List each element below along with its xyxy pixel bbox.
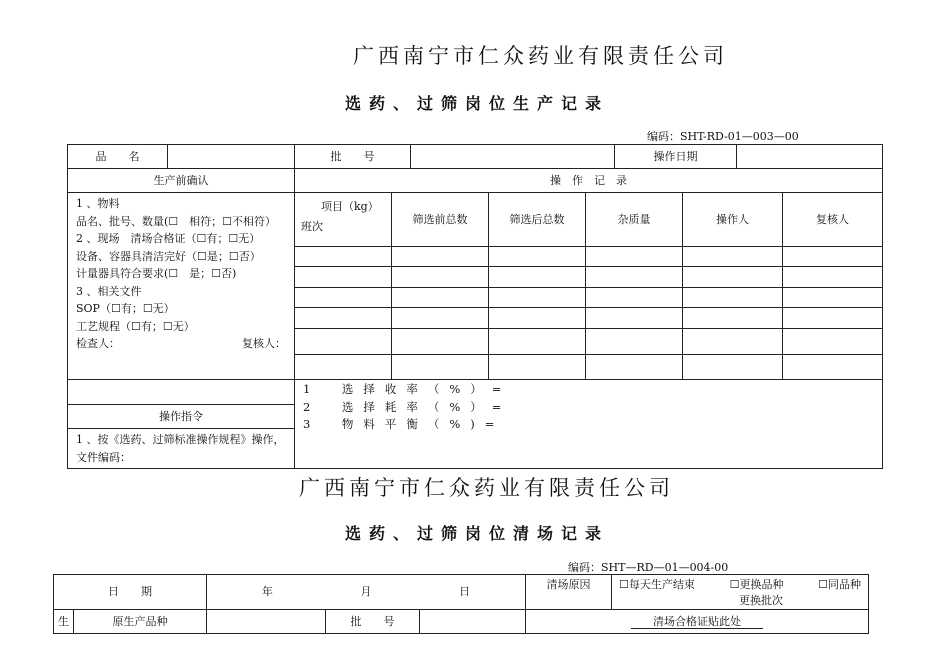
checklist-item: 计量器具符合要求(☐ 是；☐否) <box>76 267 237 280</box>
table-cell[interactable] <box>489 247 586 267</box>
material-balance: 3 物料平衡（%)= <box>303 417 505 431</box>
operation-record-label: 操 作 记 录 <box>295 169 883 193</box>
day-label: 日 <box>459 585 471 598</box>
col-header-before-total: 筛选前总数 <box>392 193 489 247</box>
table-cell[interactable] <box>683 308 783 329</box>
signature-row <box>76 335 286 353</box>
table-cell[interactable] <box>392 288 489 308</box>
year-label: 年 <box>261 585 273 598</box>
table-cell[interactable] <box>489 355 586 380</box>
option-change-batch: 更换批次 <box>739 594 784 607</box>
row-label-sheng: 生 <box>54 610 74 634</box>
checklist-item: 品名、批号、数量(☐ 相符；☐不相符） <box>76 214 277 228</box>
cleaning-table <box>53 574 869 634</box>
table-cell[interactable] <box>683 288 783 308</box>
table-cell[interactable] <box>683 267 783 288</box>
batch-number-field-2[interactable] <box>420 610 526 634</box>
table-cell[interactable] <box>392 329 489 355</box>
yield-rate: 1 选择收率（%）= <box>303 382 512 396</box>
document-code-2: 编码：SHT—RD—01—004-00 <box>568 561 729 574</box>
table-cell[interactable] <box>295 247 392 267</box>
header-table <box>67 144 883 193</box>
loss-rate: 2 选择耗率（%）= <box>303 399 512 414</box>
checker-label: 检查人： <box>76 337 120 350</box>
date-label: 日 期 <box>54 575 207 610</box>
operation-date-field[interactable] <box>737 145 883 169</box>
table-cell[interactable] <box>295 308 392 329</box>
table-cell[interactable] <box>783 267 883 288</box>
reviewer-label: 复核人： <box>242 337 286 350</box>
table-cell[interactable] <box>783 355 883 380</box>
checklist-item: 3 、相关文件 <box>76 284 142 298</box>
table-cell[interactable] <box>586 308 683 329</box>
table-cell[interactable] <box>295 329 392 355</box>
document-title-2: 选药、过筛岗位清场记录 <box>345 524 610 543</box>
checklist-item: SOP（☐有；☐无） <box>76 302 175 315</box>
col-header-operator: 操作人 <box>683 193 783 247</box>
batch-number-field[interactable] <box>411 145 615 169</box>
table-cell[interactable] <box>489 308 586 329</box>
company-name: 广西南宁市仁众药业有限责任公司 <box>353 44 728 68</box>
table-cell[interactable] <box>783 329 883 355</box>
table-cell[interactable] <box>783 288 883 308</box>
product-name-label: 品 名 <box>68 145 168 169</box>
table-cell[interactable] <box>295 355 392 380</box>
operation-instruction-label: 操作指令 <box>68 405 295 429</box>
table-cell[interactable] <box>586 267 683 288</box>
batch-shift-label: 班次 <box>301 220 323 233</box>
document-title: 选药、过筛岗位生产记录 <box>345 94 610 113</box>
document-code: 编码：SHT-RD-01—003—00 <box>647 130 799 143</box>
table-cell[interactable] <box>392 355 489 380</box>
option-end-of-day[interactable]: ☐每天生产结束 <box>619 578 695 591</box>
main-table <box>67 192 883 469</box>
month-label: 月 <box>360 585 372 598</box>
table-cell[interactable] <box>586 355 683 380</box>
operation-instruction-text: 1 、按《选药、过筛标准操作规程》操作，文件编码： <box>68 429 295 469</box>
batch-number-label-2: 批 号 <box>326 610 420 634</box>
checklist-item: 1 、物料 <box>76 197 120 210</box>
table-cell[interactable] <box>586 288 683 308</box>
calculation-block <box>295 380 883 469</box>
table-cell[interactable] <box>392 267 489 288</box>
previous-product-field[interactable] <box>207 610 326 634</box>
table-cell[interactable] <box>489 329 586 355</box>
table-cell[interactable] <box>783 308 883 329</box>
table-cell[interactable] <box>783 247 883 267</box>
col-header-impurity: 杂质量 <box>586 193 683 247</box>
pre-production-checklist <box>68 193 295 380</box>
table-cell[interactable] <box>489 288 586 308</box>
option-change-product[interactable]: ☐更换品种 <box>729 578 784 591</box>
table-cell[interactable] <box>683 329 783 355</box>
checklist-item: 工艺规程（☐有；☐无） <box>76 319 195 333</box>
col-header-reviewer: 复核人 <box>783 193 883 247</box>
checklist-item: 设备、容器具清洁完好（☐是；☐否） <box>76 249 261 263</box>
item-kg-label: 项目（kg） <box>321 200 379 213</box>
table-cell[interactable] <box>586 247 683 267</box>
operation-date-label: 操作日期 <box>615 145 737 169</box>
table-cell[interactable] <box>295 288 392 308</box>
option-same-product[interactable]: ☐同品种 <box>818 578 862 591</box>
item-batch-header <box>295 193 392 247</box>
table-cell[interactable] <box>489 267 586 288</box>
pre-production-label: 生产前确认 <box>68 169 295 193</box>
date-field[interactable] <box>207 575 526 610</box>
col-header-after-total: 筛选后总数 <box>489 193 586 247</box>
cleaning-reason-options <box>612 575 869 610</box>
previous-product-label: 原生产品种 <box>74 610 207 634</box>
table-cell[interactable] <box>683 247 783 267</box>
table-cell[interactable] <box>683 355 783 380</box>
checklist-item: 2 、现场 清场合格证（☐有；☐无） <box>76 232 261 245</box>
table-cell[interactable] <box>586 329 683 355</box>
product-name-field[interactable] <box>168 145 295 169</box>
table-cell[interactable] <box>392 247 489 267</box>
left-spacer <box>68 380 295 405</box>
table-cell[interactable] <box>295 267 392 288</box>
batch-number-label: 批 号 <box>295 145 411 169</box>
table-cell[interactable] <box>392 308 489 329</box>
certificate-label: 清场合格证贴此处 <box>631 615 763 629</box>
certificate-area <box>526 610 869 634</box>
company-name-2: 广西南宁市仁众药业有限责任公司 <box>299 476 674 500</box>
cleaning-reason-label: 清场原因 <box>526 575 612 610</box>
